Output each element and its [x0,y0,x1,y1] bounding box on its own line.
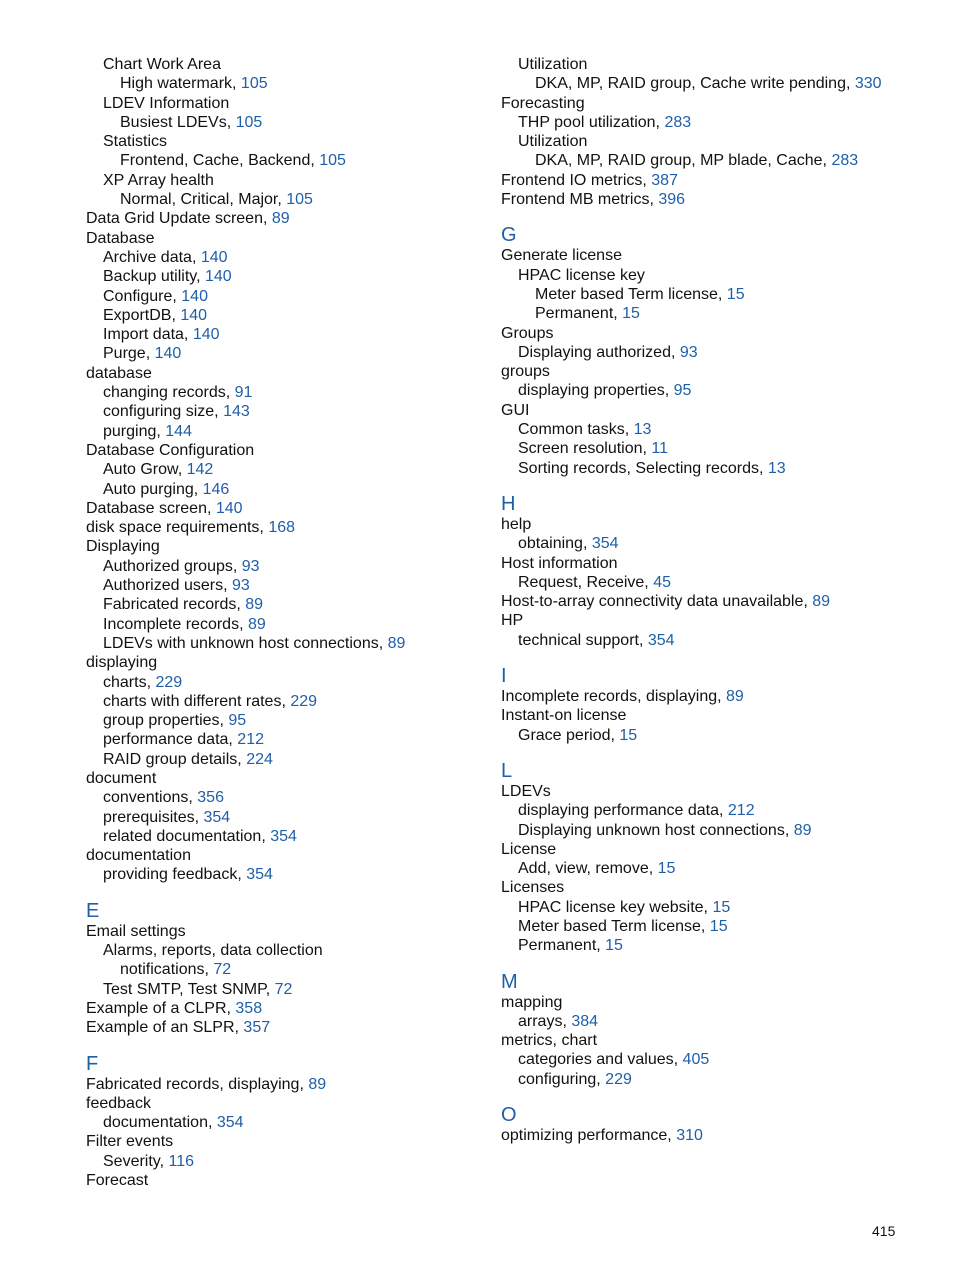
index-entry [86,306,486,325]
index-term: Configure, [103,287,182,305]
page-link[interactable]: 229 [290,692,318,710]
page-link[interactable]: 72 [274,980,293,998]
index-term: Fabricated records, displaying, [86,1075,309,1093]
index-entry [501,611,921,630]
page-link[interactable]: 95 [228,712,247,730]
index-entry [501,993,921,1012]
page-link[interactable]: 13 [633,421,652,439]
index-entry [86,1132,486,1151]
index-entry [86,1075,486,1094]
index-entry [86,422,486,441]
page-link[interactable]: 396 [658,191,686,209]
index-term: License [501,840,557,858]
index-entry [86,518,486,537]
index-entry [501,936,921,955]
page-link[interactable]: 140 [204,268,232,286]
index-term: LDEV Information [103,94,230,112]
index-term: ExportDB, [103,306,181,324]
index-entry [501,1050,921,1069]
index-column-left [86,55,486,1190]
index-entry [86,634,486,653]
index-term: providing feedback, [103,866,247,884]
index-entry [86,190,486,209]
page-link[interactable]: 283 [831,152,859,170]
index-entry [86,55,486,74]
index-term: High watermark, [120,75,241,93]
page-link[interactable]: 387 [651,171,678,189]
index-term: LDEVs with unknown host connections, [103,634,388,652]
index-term: changing records, [103,384,235,402]
page-link[interactable]: 116 [168,1152,195,1170]
page-link[interactable]: 358 [235,999,263,1017]
page-link[interactable]: 310 [676,1127,703,1145]
page-link[interactable]: 146 [202,480,230,498]
page-link[interactable]: 356 [197,789,224,807]
page-link[interactable]: 45 [653,573,671,591]
index-term: technical support, [518,631,648,649]
index-entry [86,499,486,518]
index-entry [86,865,486,884]
index-entry [501,534,921,553]
index-term: Backup utility, [103,268,205,286]
index-entry [501,343,921,362]
page-link[interactable]: 224 [246,750,273,768]
index-entry [86,209,486,228]
index-term: Statistics [103,133,168,151]
page-link[interactable]: 354 [591,535,619,553]
index-term: Incomplete records, [103,615,248,633]
index-entry [501,190,921,209]
page-link[interactable]: 140 [181,287,208,305]
page-link[interactable]: 144 [165,422,192,440]
index-term: feedback [86,1094,151,1112]
index-entry [501,554,921,573]
index-entry [501,1031,921,1050]
index-term: help [501,515,532,533]
index-entry [501,132,921,151]
index-entry [86,229,486,248]
page-link[interactable]: 15 [657,860,676,878]
index-entry [86,653,486,672]
index-entry [501,362,921,381]
index-entry [86,557,486,576]
page-link[interactable]: 140 [180,306,208,324]
page-link[interactable]: 93 [231,577,250,595]
index-term: categories and values, [518,1051,683,1069]
index-term: XP Array health [103,171,214,189]
section-letter: M [501,970,518,993]
index-term: Displaying unknown host connections, [518,821,794,839]
page-link[interactable]: 89 [271,210,290,228]
index-entry [501,840,921,859]
section-letter: I [501,665,507,688]
page-link[interactable]: 95 [673,382,692,400]
index-entry [86,267,486,286]
index-term: Grace period, [518,726,620,744]
index-term: Common tasks, [518,421,634,439]
page-link[interactable]: 143 [223,403,250,421]
index-term: Normal, Critical, Major, [120,191,287,209]
index-column-right [501,55,921,1145]
index-term: Meter based Term license, [535,285,727,303]
page-link[interactable]: 15 [619,726,638,744]
page-link[interactable]: 283 [664,113,692,131]
page-link[interactable]: 105 [235,113,263,131]
page-link[interactable]: 15 [712,898,731,916]
index-entry [86,999,486,1018]
page-link[interactable]: 140 [215,499,243,517]
page-link[interactable]: 93 [679,343,698,361]
page-link[interactable]: 140 [192,326,220,344]
index-entry [86,595,486,614]
index-term: Utilization [518,56,588,73]
index-entry [501,401,921,420]
index-entry [501,592,921,611]
index-entry [86,132,486,151]
index-entry [86,769,486,788]
index-entry [86,711,486,730]
index-term: Host information [501,554,618,572]
page-link[interactable]: 354 [216,1114,244,1132]
index-term: Alarms, reports, data collection [103,942,323,960]
index-entry [501,898,921,917]
index-entry [86,1018,486,1037]
index-entry [501,1126,921,1145]
index-entry [501,859,921,878]
index-entry [501,324,921,343]
index-entry [86,480,486,499]
index-entry [501,285,921,304]
index-entry [86,113,486,132]
page-number: 415 [872,1223,896,1239]
index-entry [86,171,486,190]
page-link[interactable]: 229 [155,673,183,691]
index-term: Request, Receive, [518,573,654,591]
index-term: Generate license [501,247,622,265]
index-term: Meter based Term license, [518,917,710,935]
index-term: groups [501,363,550,381]
index-term: Example of an SLPR, [86,1019,244,1037]
index-term: Frontend, Cache, Backend, [120,152,320,170]
index-entry [501,171,921,190]
index-term: notifications, [120,961,214,979]
page-link[interactable]: 89 [245,596,264,614]
page-link[interactable]: 105 [240,75,268,93]
index-entry [501,1012,921,1031]
index-entry [501,515,921,534]
page-link[interactable]: 140 [154,345,182,363]
index-term: Purge, [103,345,155,363]
index-term: Forecast [86,1172,149,1190]
page-link[interactable]: 212 [727,802,755,820]
section-letter: F [86,1052,99,1075]
index-term: Database Configuration [86,441,255,459]
index-term: Add, view, remove, [518,860,658,878]
index-entry [501,878,921,897]
index-term: displaying properties, [518,382,674,400]
index-term: HPAC license key website, [518,898,713,916]
index-term: THP pool utilization, [518,113,665,131]
page-link[interactable]: 93 [241,557,260,575]
index-term: optimizing performance, [501,1127,677,1145]
index-entry [86,730,486,749]
index-entry [86,673,486,692]
index-term: DKA, MP, RAID group, Cache write pending, [535,75,855,93]
index-term: Test SMTP, Test SNMP, [103,980,275,998]
index-term: mapping [501,993,563,1011]
page-link[interactable]: 212 [237,731,264,749]
index-entry [501,782,921,801]
index-term: Host-to-array connectivity data unavailable, [501,593,813,611]
page-link[interactable]: 354 [647,631,675,649]
index-term: documentation, [103,1114,217,1132]
index-entry [501,439,921,458]
index-entry [501,55,921,74]
page-link[interactable]: 105 [319,152,346,170]
index-entry [501,631,921,650]
page-link[interactable]: 354 [203,808,231,826]
page-link[interactable]: 11 [651,440,669,458]
index-term: configuring, [518,1070,606,1088]
index-term: conventions, [103,789,198,807]
page-link[interactable]: 15 [605,937,623,955]
index-entry [501,1070,921,1089]
index-term: Screen resolution, [518,440,652,458]
index-term: Auto purging, [103,480,203,498]
index-term: Database [86,229,155,247]
index-entry [86,808,486,827]
index-term: displaying performance data, [518,802,728,820]
index-entry [86,537,486,556]
index-term: metrics, chart [501,1032,598,1050]
index-term: performance data, [103,731,238,749]
index-entry [501,113,921,132]
index-entry [86,74,486,93]
page-link[interactable]: 405 [682,1051,710,1069]
page-link[interactable]: 15 [709,917,728,935]
page-link[interactable]: 354 [246,866,273,884]
index-entry [86,287,486,306]
index-entry [501,246,921,265]
index-entry [86,922,486,941]
index-entry [501,74,921,93]
index-term: related documentation, [103,827,271,845]
index-entry [86,615,486,634]
index-term: HPAC license key [518,266,645,284]
index-entry [86,151,486,170]
index-term: Displaying [86,538,160,556]
index-entry [501,821,921,840]
index-entry [86,576,486,595]
index-term: Incomplete records, displaying, [501,688,726,706]
index-entry [501,573,921,592]
page-link[interactable]: 140 [200,248,228,266]
index-entry [501,420,921,439]
index-entry [501,917,921,936]
page-link[interactable]: 89 [387,634,406,652]
index-term: RAID group details, [103,750,247,768]
section-letter: E [86,899,100,922]
index-term: document [86,769,157,787]
index-entry [86,846,486,865]
index-term: group properties, [103,712,229,730]
page-link[interactable]: 91 [234,384,253,402]
index-entry [86,1113,486,1132]
page-link[interactable]: 357 [243,1019,271,1037]
page-link[interactable]: 142 [186,461,214,479]
index-term: Chart Work Area [103,56,221,73]
index-entry [86,960,486,979]
index-term: Groups [501,324,554,342]
index-entry [86,248,486,267]
page-link[interactable]: 89 [812,593,831,611]
index-entry [501,726,921,745]
index-entry [501,706,921,725]
index-term: arrays, [518,1012,572,1030]
page-link[interactable]: 89 [726,688,744,706]
page-link[interactable]: 229 [605,1070,632,1088]
index-entry [86,1094,486,1113]
index-entry [86,441,486,460]
page-link[interactable]: 354 [270,827,297,845]
index-term: Frontend IO metrics, [501,171,652,189]
page-link[interactable]: 15 [622,305,640,323]
index-entry [86,344,486,363]
index-term: Forecasting [501,94,585,112]
index-entry [86,94,486,113]
index-term: Fabricated records, [103,596,246,614]
index-term: Displaying authorized, [518,343,680,361]
index-term: LDEVs [501,782,551,800]
index-term: Utilization [518,133,588,151]
page-link[interactable]: 89 [308,1075,327,1093]
page-link[interactable]: 15 [726,285,745,303]
index-entry [501,381,921,400]
index-term: Archive data, [103,248,201,266]
page-link[interactable]: 168 [268,519,296,537]
index-entry [501,801,921,820]
index-term: Data Grid Update screen, [86,210,272,228]
section-letter: L [501,759,513,782]
section-letter: G [501,224,517,247]
index-entry [501,94,921,113]
index-term: Authorized users, [103,577,232,595]
section-letter: H [501,492,516,515]
index-term: documentation [86,847,191,865]
index-entry [86,941,486,960]
index-term: displaying [86,654,158,672]
index-entry [86,827,486,846]
index-entry [86,460,486,479]
index-entry [501,151,921,170]
index-term: charts, [103,673,156,691]
index-term: HP [501,612,524,630]
page-link[interactable]: 13 [767,459,786,477]
index-term: Busiest LDEVs, [120,113,236,131]
index-entry [86,383,486,402]
index-term: DKA, MP, RAID group, MP blade, Cache, [535,152,832,170]
index-term: Database screen, [86,499,216,517]
index-entry [86,402,486,421]
index-term: Sorting records, Selecting records, [518,459,768,477]
index-term: database [86,364,152,382]
page-link[interactable]: 384 [571,1012,599,1030]
page-link[interactable]: 89 [247,615,266,633]
index-term: Auto Grow, [103,461,187,479]
index-term: Permanent, [535,305,623,323]
index-term: Email settings [86,922,186,940]
index-term: Severity, [103,1152,169,1170]
index-entry [86,980,486,999]
index-term: Authorized groups, [103,557,242,575]
index-term: Licenses [501,879,565,897]
index-entry [86,325,486,344]
index-term: Filter events [86,1133,174,1151]
page-link[interactable]: 105 [286,191,313,209]
index-entry [86,364,486,383]
index-term: Instant-on license [501,707,627,725]
index-term: Frontend MB metrics, [501,191,659,209]
page-link[interactable]: 330 [854,75,882,93]
index-term: purging, [103,422,166,440]
index-entry [86,750,486,769]
index-term: obtaining, [518,535,592,553]
index-term: disk space requirements, [86,519,269,537]
index-term: prerequisites, [103,808,204,826]
index-term: Permanent, [518,937,606,955]
page-link[interactable]: 89 [793,821,812,839]
index-entry [501,266,921,285]
index-entry [86,1171,486,1190]
index-entry [86,788,486,807]
section-letter: O [501,1104,517,1127]
index-term: Import data, [103,326,193,344]
index-entry [501,687,921,706]
index-entry [86,692,486,711]
index-term: GUI [501,401,530,419]
page-link[interactable]: 72 [213,961,232,979]
index-entry [86,1152,486,1171]
index-term: configuring size, [103,403,224,421]
index-term: charts with different rates, [103,692,291,710]
index-term: Example of a CLPR, [86,999,236,1017]
index-entry [501,459,921,478]
index-entry [501,304,921,323]
